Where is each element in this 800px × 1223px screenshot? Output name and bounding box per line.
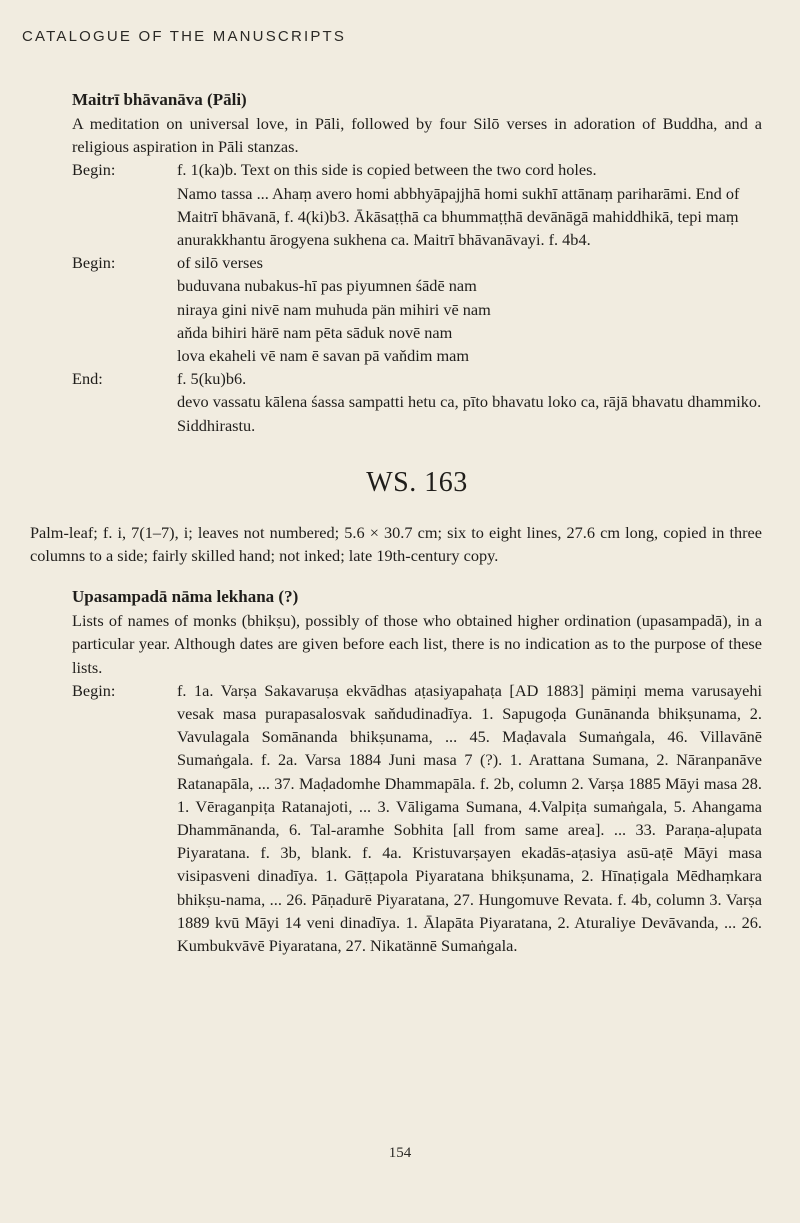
- verse-section: [72, 251, 762, 367]
- entry-title: Maitrī bhāvanāva (Pāli): [72, 90, 247, 109]
- begin-text: f. 1a. Varṣa Sakavaruṣa ekvādhas aṭasiyapahaṭa [AD 1883] pämiṇi mema varusayehi vesak masa purapasalosvak saňdudinadīya. 1. Sapugoḍa Gunānanda bhikṣunama, 2. Vavulagala Somānanda bhikṣunama, ... 45. Maḍavala Sumaṅgala, 46. Villavānē Sumaṅgala. f. 2a. Varsa 1884 Juni masa 7 (?). 1. Arattana Sumana, 2. Nāranpanāve Ratanapāla, ... 37. Maḍadomhe Dhammapāla. f. 2b, column 2. Varṣa 1885 Māyi masa 28. 1. Vēraganpiṭa Ratanajoti, ... 3. Vāligama Sumana, 4.Valpiṭa sumaṅgala, 5. Ahangama Dhammānanda, 6. Tal-aramhe Sobhita [all from same area]. ... 33. Paraṇa-aḷupata Piyaratana. f. 3b, blank. f. 4a. Kristuvarṣayen ekadās-aṭasiya asū-aṭē Māyi masa visipasveni dinadīya. 1. Gāṭṭapola Piyaratana bhikṣunama, 2. Hīnaṭigala Mēdhaṃkara bhikṣu-nama, ... 26. Pāṇadurē Piyaratana, 27. Hungomuve Revata. f. 4b, column 3. Varṣa 1889 kvū Māyi 14 veni dinadīya. 1. Ālapāta Piyaratana, 2. Aturaliye Devāvanda, ... 26. Kumbukvāvē Piyaratana, 27. Nikatännē Sumaṅgala.: [177, 680, 762, 956]
- verse-text: [177, 251, 762, 367]
- text-line: devo vassatu kālena śassa sampatti hetu ca, pīto bhavatu loko ca, rājā bhavatu dhammiko. Siddhirastu.: [177, 392, 762, 435]
- running-head: CATALOGUE OF THE MANUSCRIPTS: [22, 28, 347, 45]
- entry-description: A meditation on universal love, in Pāli, followed by four Silō verses in adoration of Buddha, and a religious aspiration in Pāli stanzas.: [72, 114, 762, 157]
- begin-label: Begin:: [72, 160, 116, 180]
- manuscript-heading: WS. 163: [366, 466, 468, 498]
- page-number: 154: [388, 1145, 412, 1161]
- entry-description: Lists of names of monks (bhikṣu), possibly of those who obtained higher ordination (upasampadā), in a particular year. Although dates are given before each list, there is no indication as to the purpose of these lists.: [72, 611, 762, 677]
- verse-line: lova ekaheli vē nam ē savan pā vaňdim mam: [177, 346, 470, 366]
- entry-title: Upasampadā nāma lekhana (?): [72, 587, 299, 607]
- end-text: [177, 367, 762, 437]
- spacer: [72, 567, 762, 585]
- begin-label: Begin:: [72, 680, 116, 700]
- begin-section: [72, 679, 762, 957]
- text-line: Namo tassa ... Ahaṃ avero homi abbhyāpajjhā homi sukhī attānaṃ pariharāmi. End of Maitrī bhāvanā, f. 4(ki)b3. Ākāsaṭṭhā ca bhummaṭṭhā devānāgā mahiddhikā, tepi maṃ anurakkhantu ārogyena sukhena ca. Maitrī bhāvanāvayi. f. 4b4.: [177, 183, 740, 250]
- verse-line: aňda bihiri härē nam pēta sāduk novē nam: [177, 322, 453, 342]
- begin-section: [72, 158, 762, 251]
- verse-line: niraya gini nivē nam muhuda pän mihiri vē nam: [177, 299, 491, 319]
- text-line: f. 5(ku)b6.: [177, 369, 247, 389]
- text-line: f. 1(ka)b. Text on this side is copied between the two cord holes.: [177, 160, 597, 180]
- verse-line: of silō verses: [177, 253, 263, 273]
- end-section: [72, 367, 762, 437]
- begin-label: Begin:: [72, 253, 116, 273]
- begin-text: [177, 158, 762, 251]
- page-content: [30, 88, 762, 957]
- physical-description: Palm-leaf; f. i, 7(1–7), i; leaves not numbered; 5.6 × 30.7 cm; six to eight lines, 27.6 cm long, copied in three columns to a side; fairly skilled hand; not inked; late 19th-century copy.: [30, 522, 762, 566]
- end-label: End:: [72, 369, 103, 389]
- verse-line: buduvana nubakus-hī pas piyumnen śādē nam: [177, 276, 477, 296]
